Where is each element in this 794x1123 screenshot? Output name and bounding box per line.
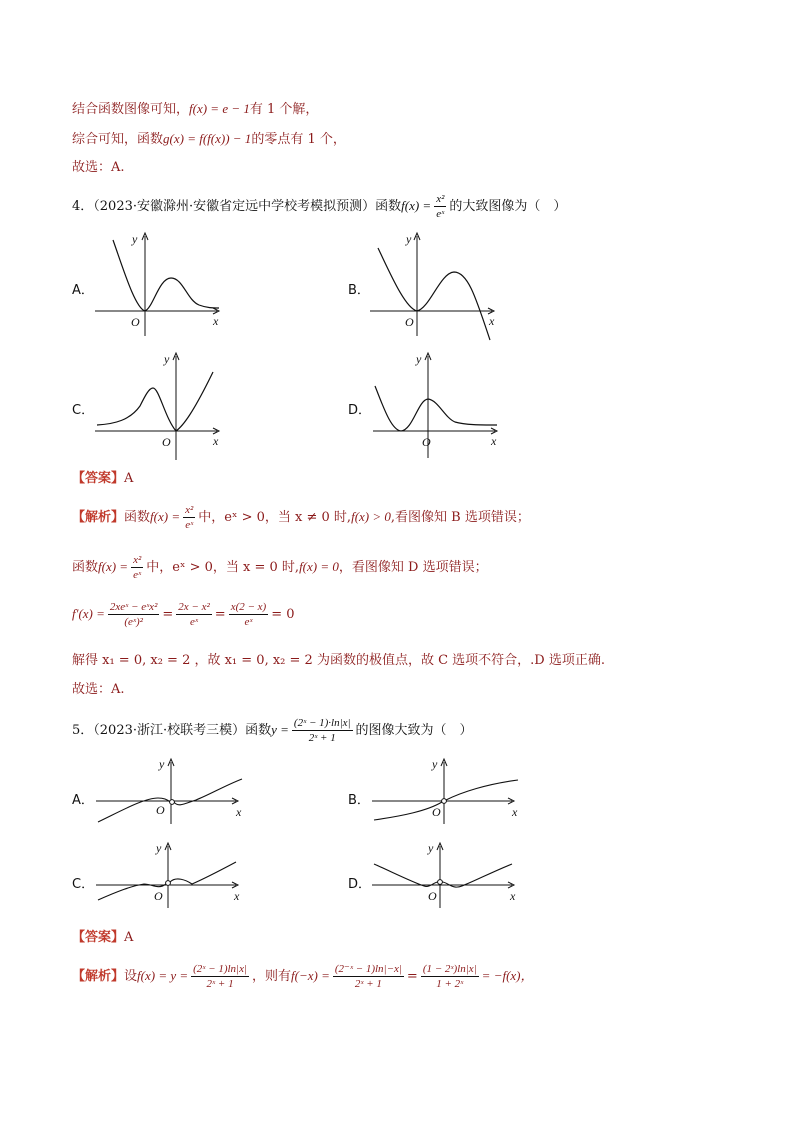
- fraction: $\frac{\text{(2ˣ − 1)ln|x|}}{\text{2ˣ + 1}}$: [193, 963, 247, 990]
- option-d-label[interactable]: D．: [348, 877, 372, 892]
- graph-option-b[interactable]: [370, 228, 505, 343]
- curve: [113, 240, 219, 311]
- y-label: y: [432, 757, 438, 771]
- x-label: x: [489, 314, 495, 328]
- fraction: $\frac{\text{(2⁻ˣ − 1)ln|−x|}}{\text{2ˣ + 1}}$: [334, 963, 402, 990]
- y-label: y: [159, 757, 165, 771]
- y-label: y: [156, 841, 162, 855]
- fraction: $\frac{\text{2x − x²}}{\text{eˣ}}$: [178, 601, 210, 628]
- x-label: x: [491, 434, 497, 448]
- graph-option-a[interactable]: [96, 756, 246, 826]
- q4-derivative: f′(x) = $\frac{\text{2xeˣ − eˣx²}}{\text{(eˣ)²}}$ = $\frac{\text{2x − x²}}{\text{eˣ}}$ = $\frac{x(2 - x)}{\text{eˣ}}$ = 0: [72, 601, 295, 628]
- x-label: x: [236, 805, 242, 819]
- graph-option-b[interactable]: [372, 756, 522, 826]
- text-line-3: 故选：A.: [72, 160, 125, 175]
- origin-label: O: [422, 435, 431, 449]
- origin-label: O: [162, 435, 171, 449]
- text-line-1: 结合函数图像可知，f(x) = e − 1有 1 个解，: [72, 101, 319, 117]
- y-label: y: [164, 352, 170, 366]
- hole: [166, 881, 171, 886]
- option-a-label[interactable]: A．: [72, 793, 94, 808]
- fraction: $\frac{\text{x²}}{\text{eˣ}}$: [133, 554, 142, 581]
- origin-label: O: [432, 805, 441, 819]
- fraction: $\frac{\text{(1 − 2ˣ)ln|x|}}{\text{1 + 2ˣ}}$: [422, 963, 477, 990]
- y-label: y: [428, 841, 434, 855]
- fraction: $\frac{\text{x²}}{\text{eˣ}}$: [185, 504, 194, 531]
- curve: [374, 864, 512, 887]
- curve: [97, 372, 213, 431]
- option-a-label[interactable]: A．: [72, 283, 94, 298]
- q5-answer: 【答案】A: [72, 930, 134, 945]
- option-b-label[interactable]: B．: [348, 793, 370, 808]
- q5-analysis: 【解析】设f(x) = y = $\frac{\text{(2ˣ − 1)ln|x|}}{\text{2ˣ + 1}}$ ，则有f(−x) = $\frac{\text{(2⁻ˣ − 1)ln|−x|}}{\text{2ˣ + 1}}$ = $\frac{\text{(1 − 2ˣ)ln|x|}}{\text{1 + 2ˣ}}$ = −f(x)，: [72, 963, 534, 990]
- fraction: $\frac{\text{(2ˣ − 1)·ln|x|}}{\text{2ˣ + 1}}$: [293, 717, 351, 744]
- origin-label: O: [154, 889, 163, 903]
- x-label: x: [234, 889, 240, 903]
- option-b-label[interactable]: B．: [348, 283, 370, 298]
- origin-label: O: [131, 315, 140, 329]
- graph-option-c[interactable]: [96, 840, 246, 910]
- fraction: $\frac{\text{2xeˣ − eˣx²}}{\text{(eˣ)²}}$: [109, 601, 158, 628]
- hole: [442, 799, 447, 804]
- origin-label: O: [156, 803, 165, 817]
- q4-solution: 解得 x₁ = 0, x₂ = 2 ，故 x₁ = 0, x₂ = 2 为函数的极值点，故 C 选项不符合，.D 选项正确.: [72, 653, 605, 668]
- fraction: $\frac{x(2 - x)}{\text{eˣ}}$: [230, 601, 267, 628]
- text-line-2: 综合可知，函数g(x) = f(f(x)) − 1的零点有 1 个，: [72, 131, 346, 147]
- question-4: 4．（2023·安徽滁州·安徽省定远中学校考模拟预测）函数f(x) = $\frac{\text{x²}}{\text{eˣ}}$ 的大致图像为（ ）: [72, 193, 567, 220]
- curve: [378, 248, 490, 340]
- q4-answer: 【答案】A: [72, 471, 134, 486]
- option-c-label[interactable]: C．: [72, 403, 95, 418]
- fraction: $\frac{\text{x²}}{\text{eˣ}}$: [436, 193, 445, 220]
- graph-option-d[interactable]: [372, 840, 522, 910]
- curve: [375, 386, 497, 431]
- graph-option-a[interactable]: [95, 228, 230, 338]
- x-label: x: [510, 889, 516, 903]
- option-c-label[interactable]: C．: [72, 877, 95, 892]
- q4-analysis-1: 【解析】函数f(x) = $\frac{\text{x²}}{\text{eˣ}}$ 中，eˣ > 0，当 x ≠ 0 时,f(x) > 0,看图像知 B 选项错误；: [72, 504, 530, 531]
- graph-option-c[interactable]: [95, 348, 230, 463]
- x-label: x: [213, 434, 219, 448]
- y-label: y: [406, 232, 412, 246]
- graph-option-d[interactable]: [373, 348, 508, 463]
- origin-label: O: [405, 315, 414, 329]
- y-label: y: [132, 232, 138, 246]
- y-label: y: [416, 352, 422, 366]
- hole: [438, 880, 443, 885]
- question-5: 5．（2023·浙江·校联考三模）函数y = $\frac{\text{(2ˣ − 1)·ln|x|}}{\text{2ˣ + 1}}$ 的图像大致为（ ）: [72, 717, 473, 744]
- q4-choose: 故选：A.: [72, 682, 125, 697]
- hole: [170, 800, 175, 805]
- option-d-label[interactable]: D．: [348, 403, 372, 418]
- x-label: x: [512, 805, 518, 819]
- origin-label: O: [428, 889, 437, 903]
- q4-analysis-2: 函数f(x) = $\frac{\text{x²}}{\text{eˣ}}$ 中，eˣ > 0，当 x = 0 时,f(x) = 0，看图像知 D 选项错误；: [72, 554, 488, 581]
- x-label: x: [213, 314, 219, 328]
